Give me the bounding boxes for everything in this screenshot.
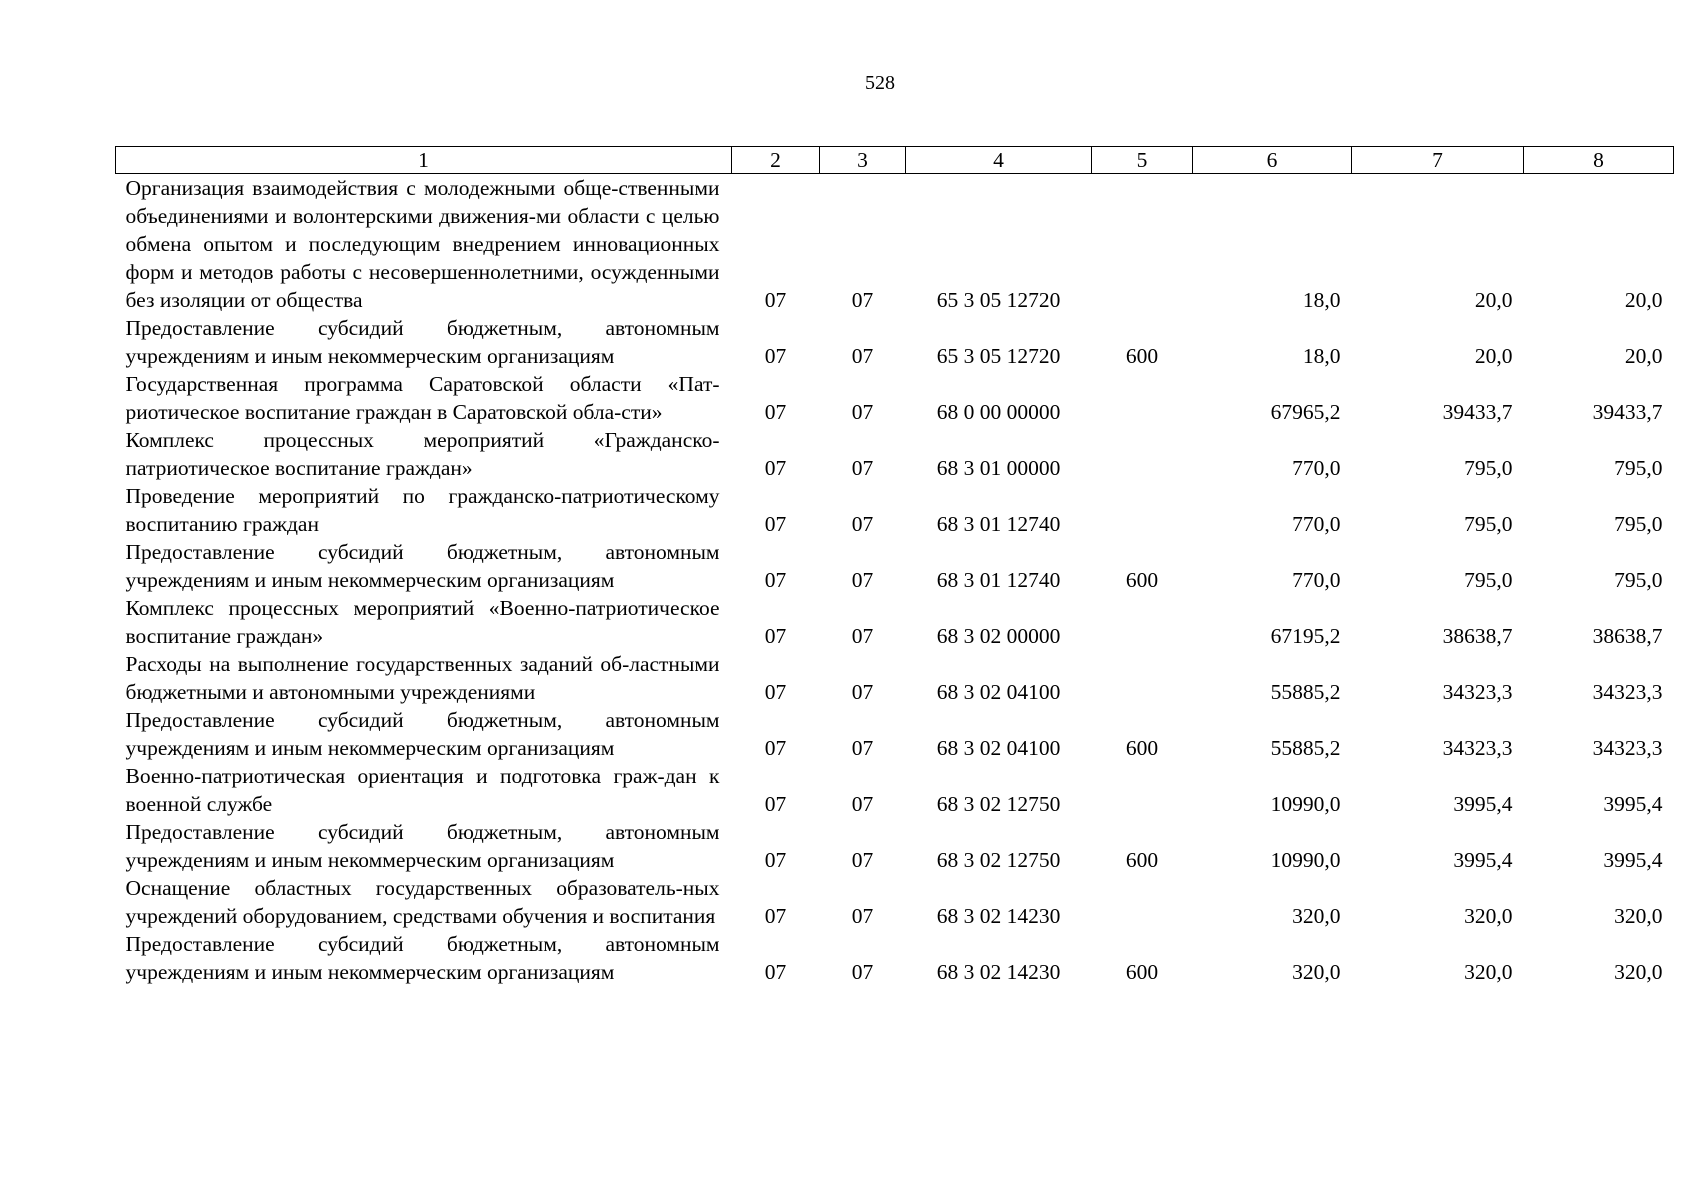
row-section: 07 [764,344,787,368]
row-target-article: 68 3 02 14230 [936,904,1061,928]
row-sum-8: 795,0 [1614,568,1663,592]
row-subsection: 07 [851,400,874,424]
row-name: Предоставление субсидий бюджетным, автономным учреждениям и иным некоммерческим организациям [125,540,720,592]
row-sum-6: 67965,2 [1270,400,1341,424]
column-header-4: 4 [906,147,1092,174]
row-expense-type: 600 [1125,344,1159,368]
row-expense-type [1092,482,1193,538]
row-sum-6: 55885,2 [1270,736,1341,760]
row-expense-type [1092,594,1193,650]
row-target-article: 68 0 00 00000 [936,400,1061,424]
row-name: Государственная программа Саратовской области «Пат-риотическое воспитание граждан в Саратовской обла-сти» [125,372,720,424]
column-header-3: 3 [820,147,906,174]
row-subsection: 07 [851,512,874,536]
row-target-article: 68 3 02 12750 [936,792,1061,816]
row-target-article: 65 3 05 12720 [936,288,1061,312]
row-name: Оснащение областных государственных образователь-ных учреждений оборудованием, средствами обучения и воспитания [125,876,720,928]
row-target-article: 68 3 01 00000 [936,456,1061,480]
row-sum-8: 3995,4 [1603,848,1663,872]
row-sum-8: 34323,3 [1592,680,1663,704]
row-section: 07 [764,848,787,872]
row-sum-6: 10990,0 [1270,792,1341,816]
row-sum-8: 3995,4 [1603,792,1663,816]
row-section: 07 [764,624,787,648]
table-row [116,818,1674,874]
row-sum-8: 20,0 [1624,288,1663,312]
row-sum-6: 18,0 [1302,288,1341,312]
table-row [116,370,1674,426]
row-subsection: 07 [851,960,874,984]
row-name: Расходы на выполнение государственных заданий об-ластными бюджетными и автономными учреждениями [125,652,720,704]
table-row [116,874,1674,930]
row-subsection: 07 [851,456,874,480]
row-sum-7: 320,0 [1464,904,1513,928]
row-name: Комплекс процессных мероприятий «Гражданско-патриотическое воспитание граждан» [125,428,720,480]
table-row [116,174,1674,315]
column-header-5: 5 [1092,147,1193,174]
row-expense-type [1092,874,1193,930]
page-number: 528 [865,72,895,94]
row-sum-7: 320,0 [1464,960,1513,984]
row-sum-6: 10990,0 [1270,848,1341,872]
row-section: 07 [764,904,787,928]
row-sum-7: 34323,3 [1442,680,1513,704]
row-section: 07 [764,680,787,704]
row-expense-type: 600 [1125,960,1159,984]
table-row [116,930,1674,986]
row-sum-7: 34323,3 [1442,736,1513,760]
row-sum-7: 3995,4 [1453,792,1513,816]
row-subsection: 07 [851,736,874,760]
row-sum-7: 38638,7 [1442,624,1513,648]
column-header-1: 1 [116,147,732,174]
row-subsection: 07 [851,680,874,704]
table-row [116,706,1674,762]
row-sum-7: 795,0 [1464,568,1513,592]
row-sum-6: 770,0 [1292,456,1341,480]
row-expense-type: 600 [1125,568,1159,592]
row-expense-type [1092,650,1193,706]
row-subsection: 07 [851,344,874,368]
table-header-row [116,147,1674,174]
row-section: 07 [764,400,787,424]
table-row [116,594,1674,650]
table-row [116,650,1674,706]
row-section: 07 [764,456,787,480]
row-target-article: 68 3 02 00000 [936,624,1061,648]
row-section: 07 [764,512,787,536]
row-target-article: 68 3 02 04100 [936,736,1061,760]
row-sum-8: 320,0 [1614,960,1663,984]
row-section: 07 [764,792,787,816]
row-subsection: 07 [851,904,874,928]
row-sum-6: 67195,2 [1270,624,1341,648]
row-sum-7: 795,0 [1464,512,1513,536]
row-subsection: 07 [851,848,874,872]
row-section: 07 [764,288,787,312]
row-sum-7: 795,0 [1464,456,1513,480]
row-sum-7: 20,0 [1474,344,1513,368]
row-sum-8: 34323,3 [1592,736,1663,760]
row-sum-6: 55885,2 [1270,680,1341,704]
row-name: Предоставление субсидий бюджетным, автономным учреждениям и иным некоммерческим организациям [125,708,720,760]
row-target-article: 68 3 02 04100 [936,680,1061,704]
row-name: Проведение мероприятий по гражданско-патриотическому воспитанию граждан [125,484,720,536]
row-name: Организация взаимодействия с молодежными обще-ственными объединениями и волонтерскими движения-ми области с целью обмена опытом и последующим внедрением инновационных форм и методов работы с несовершеннолетними, осужденными без изоляции от общества [125,176,720,312]
row-target-article: 68 3 01 12740 [936,512,1061,536]
table-row [116,314,1674,370]
row-section: 07 [764,736,787,760]
row-sum-8: 795,0 [1614,512,1663,536]
row-section: 07 [764,568,787,592]
row-sum-8: 795,0 [1614,456,1663,480]
column-header-7: 7 [1352,147,1524,174]
row-expense-type: 600 [1125,736,1159,760]
row-sum-7: 39433,7 [1442,400,1513,424]
column-header-2: 2 [732,147,820,174]
table-row [116,538,1674,594]
row-name: Предоставление субсидий бюджетным, автономным учреждениям и иным некоммерческим организациям [125,820,720,872]
row-subsection: 07 [851,624,874,648]
row-sum-6: 770,0 [1292,512,1341,536]
row-expense-type: 600 [1125,848,1159,872]
row-expense-type [1092,762,1193,818]
row-name: Комплекс процессных мероприятий «Военно-патриотическое воспитание граждан» [125,596,720,648]
row-sum-7: 3995,4 [1453,848,1513,872]
row-expense-type [1092,174,1193,315]
row-target-article: 68 3 02 12750 [936,848,1061,872]
row-sum-7: 20,0 [1474,288,1513,312]
row-name: Военно-патриотическая ориентация и подготовка граж-дан к военной службе [125,764,720,816]
row-name: Предоставление субсидий бюджетным, автономным учреждениям и иным некоммерческим организациям [125,932,720,984]
row-sum-8: 20,0 [1624,344,1663,368]
row-target-article: 68 3 02 14230 [936,960,1061,984]
row-subsection: 07 [851,288,874,312]
table-row [116,762,1674,818]
row-target-article: 65 3 05 12720 [936,344,1061,368]
row-section: 07 [764,960,787,984]
row-sum-6: 320,0 [1292,904,1341,928]
row-subsection: 07 [851,568,874,592]
row-sum-6: 18,0 [1302,344,1341,368]
row-sum-8: 320,0 [1614,904,1663,928]
table-row [116,426,1674,482]
row-sum-8: 39433,7 [1592,400,1663,424]
row-target-article: 68 3 01 12740 [936,568,1061,592]
budget-table [115,146,1674,986]
row-expense-type [1092,370,1193,426]
table-row [116,482,1674,538]
row-sum-8: 38638,7 [1592,624,1663,648]
row-sum-6: 770,0 [1292,568,1341,592]
row-expense-type [1092,426,1193,482]
column-header-6: 6 [1193,147,1352,174]
column-header-8: 8 [1524,147,1674,174]
row-name: Предоставление субсидий бюджетным, автономным учреждениям и иным некоммерческим организациям [125,316,720,368]
table-body [116,174,1674,987]
row-sum-6: 320,0 [1292,960,1341,984]
row-subsection: 07 [851,792,874,816]
